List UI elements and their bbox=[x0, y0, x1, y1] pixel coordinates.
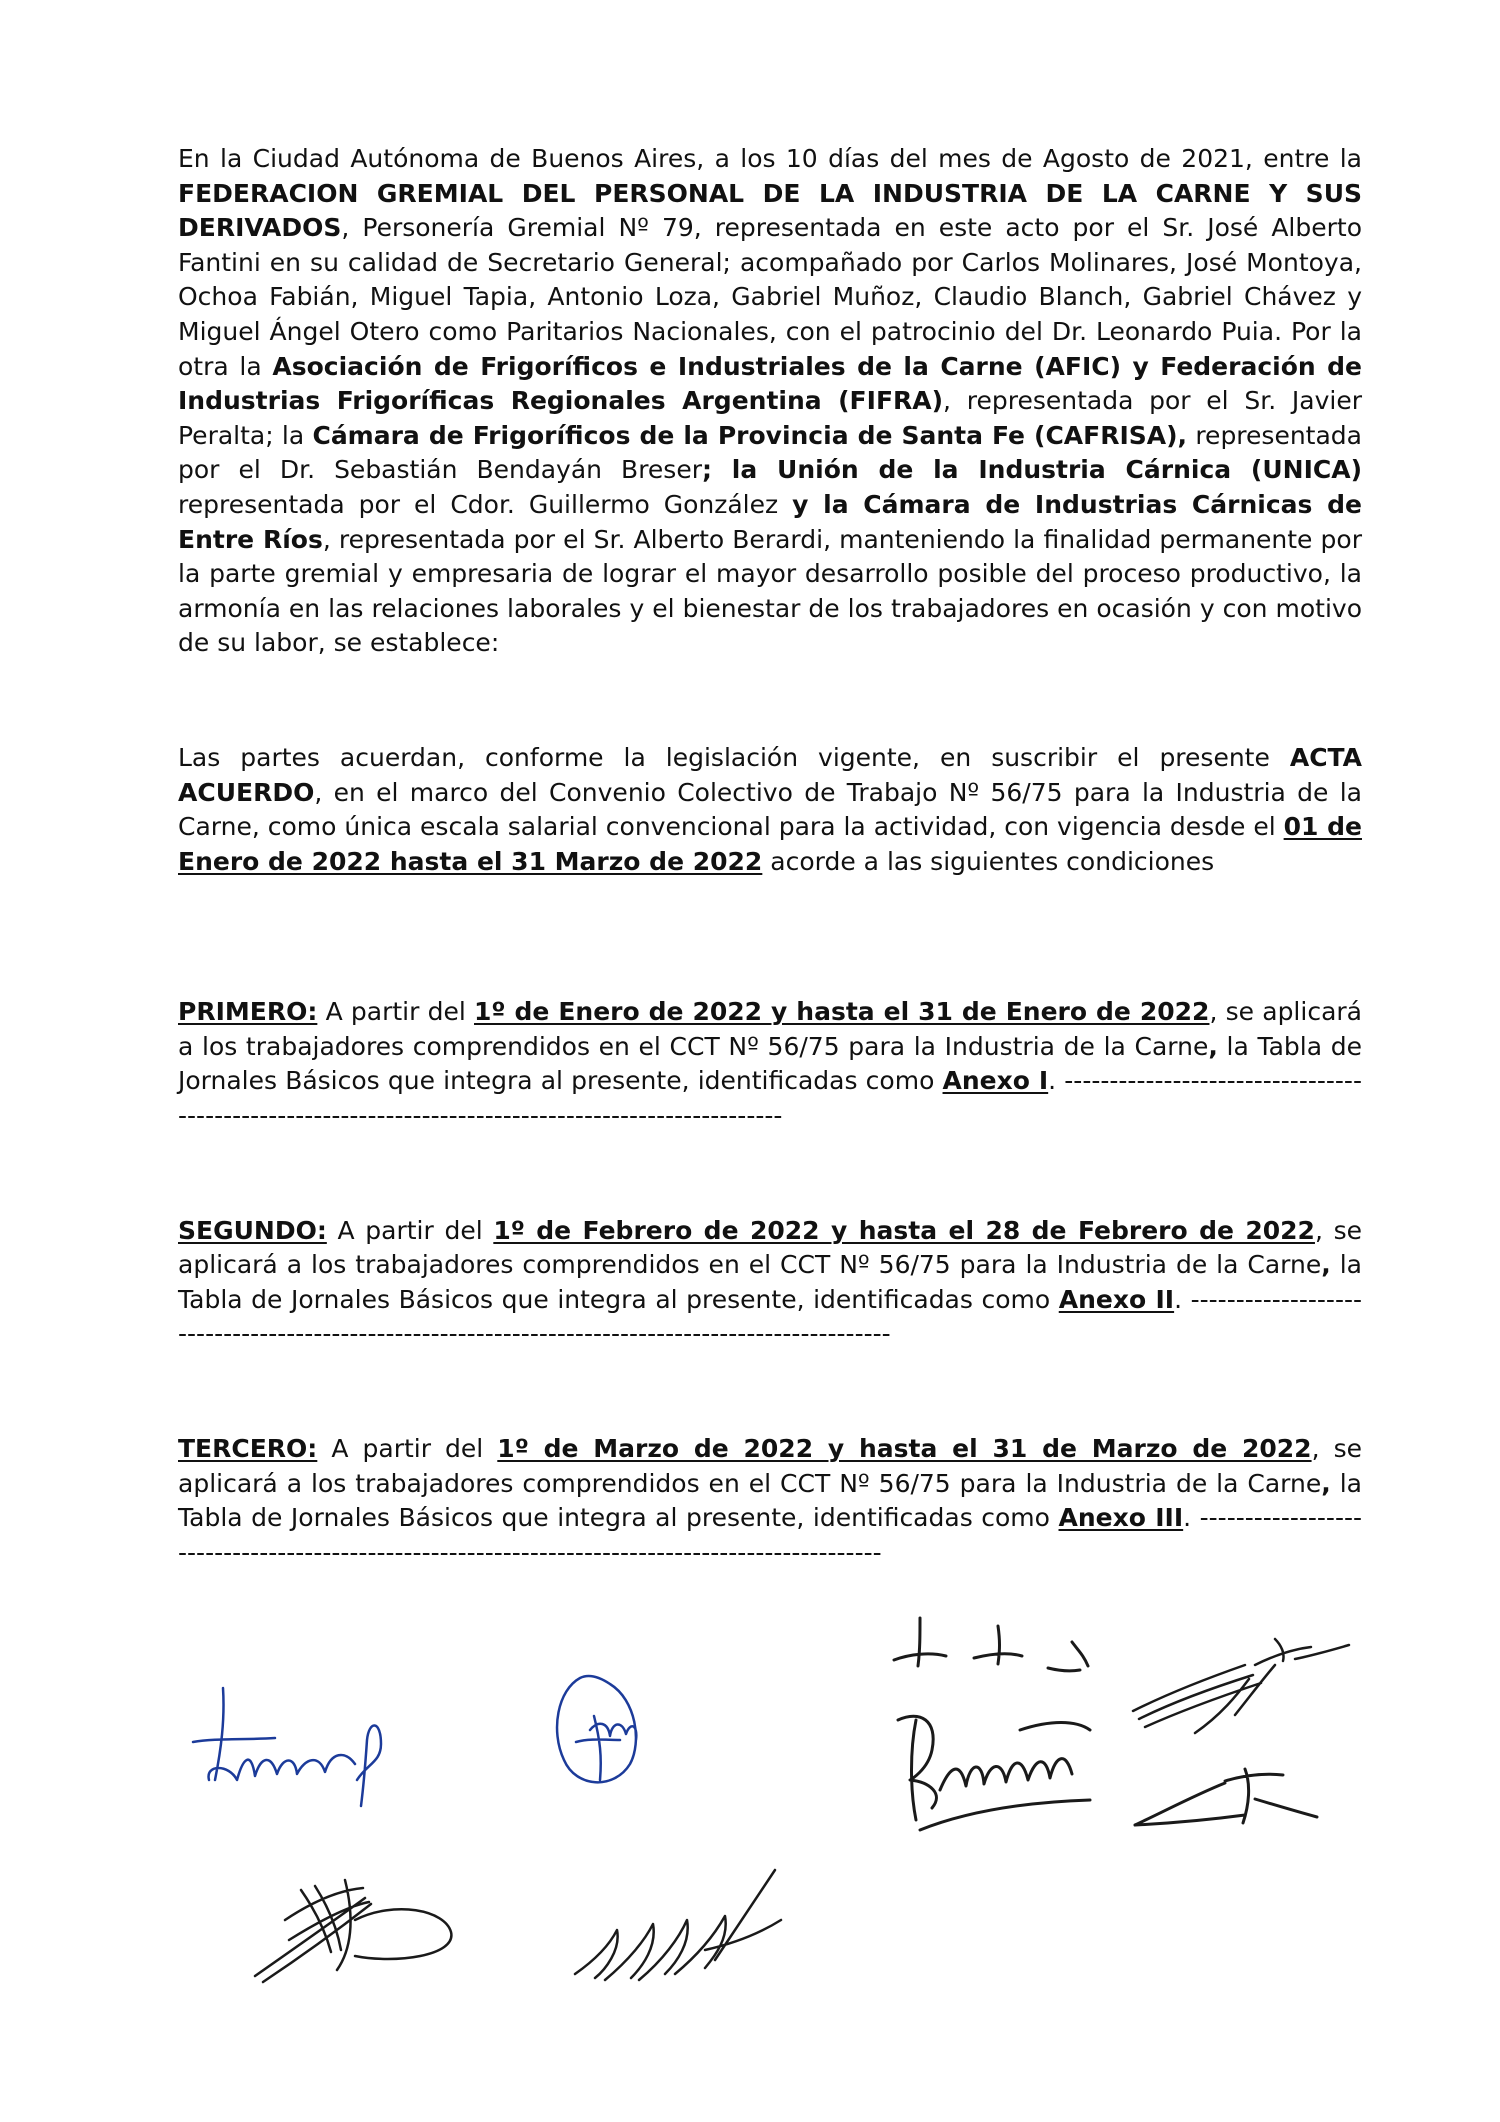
clause-text: , se aplicará a los trabajadores comprendidos en el CCT Nº 56/75 para la Industria de la Carne bbox=[178, 997, 1362, 1061]
employer-association-name: Asociación de Frigoríficos e Industriales de la Carne (AFIC) y Federación de Industrias Frigoríficas Regionales Argentina (FIFRA) bbox=[178, 351, 1363, 416]
unica-name: ; la Unión de la Industria Cárnica (UNICA) bbox=[702, 455, 1362, 485]
clause-label: PRIMERO: bbox=[178, 997, 318, 1027]
clause-text: la Tabla de Jornales Básicos que integra al presente, identificadas como bbox=[178, 1031, 1362, 1096]
intro-text: , representada por el Sr. Javier Peralta; la bbox=[178, 386, 1362, 450]
intro-text: , Personería Gremial Nº 79, representada en este acto por el Sr. José Alberto Fantini en su calidad de Secretario General; acompañado por Carlos Molinares, José Montoya, Ochoa Fabián, Miguel Tapia, Antonio Loza, Gabriel Muñoz, Claudio Blanch, Gabriel Chávez y Miguel Ángel Otero como Paritarios Nacionales, con el patrocinio del Dr. Leonardo Puia. Por la otra la bbox=[178, 213, 1362, 381]
signature-bendayan bbox=[880, 1690, 1100, 1840]
clause-text: . -------------------------------------------------------------------------------------------------- bbox=[178, 1284, 1363, 1349]
annex-reference: Anexo I bbox=[942, 1066, 1049, 1096]
clause-period: 1º de Enero de 2022 y hasta el 31 de Enero de 2022 bbox=[474, 997, 1210, 1027]
signature-initials-top bbox=[880, 1610, 1110, 1680]
clause-period: 1º de Marzo de 2022 y hasta el 31 de Marzo de 2022 bbox=[497, 1434, 1312, 1464]
agreement-paragraph bbox=[178, 741, 1362, 879]
agreement-text: Las partes acuerdan, conforme la legislación vigente, en suscribir el presente bbox=[178, 742, 1290, 772]
annex-reference: Anexo II bbox=[1058, 1284, 1175, 1314]
intro-text: representada por el Cdor. Guillermo González bbox=[178, 489, 793, 519]
signature-fantini bbox=[185, 1680, 415, 1810]
clause-text: , bbox=[1321, 1250, 1331, 1280]
clause-text: la Tabla de Jornales Básicos que integra al presente, identificadas como bbox=[178, 1250, 1362, 1314]
document-body bbox=[178, 142, 1362, 1570]
clause-text: , bbox=[1321, 1468, 1331, 1498]
signature-loop-bottom-left bbox=[245, 1860, 465, 1990]
union-federation-name: FEDERACION GREMIAL DEL PERSONAL DE LA INDUSTRIA DE LA CARNE Y SUS DERIVADOS bbox=[178, 178, 1362, 243]
intro-paragraph bbox=[178, 142, 1362, 661]
clause-text: A partir del bbox=[317, 997, 475, 1027]
annex-reference: Anexo III bbox=[1058, 1503, 1184, 1533]
clause-segundo bbox=[178, 1214, 1362, 1352]
clause-tercero bbox=[178, 1432, 1362, 1570]
clause-text: A partir del bbox=[326, 1215, 494, 1245]
clause-text: . ---------------------------------------------------------------------------------------------------- bbox=[178, 1066, 1362, 1131]
intro-text: En la Ciudad Autónoma de Buenos Aires, a los 10 días del mes de Agosto de 2021, entre la bbox=[178, 144, 1362, 173]
clause-label: TERCERO: bbox=[178, 1434, 318, 1464]
cafrisa-name: Cámara de Frigoríficos de la Provincia de Santa Fe (CAFRISA), bbox=[312, 420, 1188, 450]
intro-text: representada por el Dr. Sebastián Bendayán Breser bbox=[178, 420, 1362, 485]
agreement-text: , en el marco del Convenio Colectivo de Trabajo Nº 56/75 para la Industria de la Carne, como única escala salarial convencional para la actividad, con vigencia desde el bbox=[178, 777, 1362, 842]
clause-label: SEGUNDO: bbox=[178, 1215, 327, 1245]
clause-period: 1º de Febrero de 2022 y hasta el 28 de Febrero de 2022 bbox=[493, 1215, 1315, 1245]
clause-text: , se aplicará a los trabajadores comprendidos en el CCT Nº 56/75 para la Industria de la Carne bbox=[178, 1215, 1362, 1280]
clause-text: , bbox=[1208, 1031, 1218, 1061]
clause-text: . ------------------------------------------------------------------------------------------------ bbox=[178, 1503, 1363, 1567]
clause-text: A partir del bbox=[317, 1434, 498, 1464]
signature-scribble-right-bottom bbox=[1125, 1755, 1345, 1835]
clause-text: , se aplicará a los trabajadores comprendidos en el CCT Nº 56/75 para la Industria de la Carne bbox=[178, 1434, 1362, 1498]
clause-text: la Tabla de Jornales Básicos que integra al presente, identificadas como bbox=[178, 1468, 1362, 1533]
entre-rios-chamber-name: y la Cámara de Industrias Cárnicas de Entre Ríos bbox=[178, 489, 1362, 554]
signature-scribble-right-top bbox=[1125, 1635, 1355, 1745]
intro-text: , representada por el Sr. Alberto Berardi, manteniendo la finalidad permanente por la parte gremial y empresaria de lograr el mayor desarrollo posible del proceso productivo, la armonía en las relaciones laborales y el bienestar de los trabajadores en ocasión y con motivo de su labor, se establece: bbox=[178, 524, 1362, 658]
clause-primero bbox=[178, 995, 1362, 1133]
signature-second bbox=[540, 1660, 670, 1800]
acta-acuerdo-label: ACTA ACUERDO bbox=[178, 742, 1362, 807]
agreement-text: acorde a las siguientes condiciones bbox=[762, 846, 1215, 876]
validity-period: 01 de Enero de 2022 hasta el 31 Marzo de 2022 bbox=[178, 812, 1362, 876]
signature-slant-bottom-middle bbox=[565, 1850, 785, 1990]
